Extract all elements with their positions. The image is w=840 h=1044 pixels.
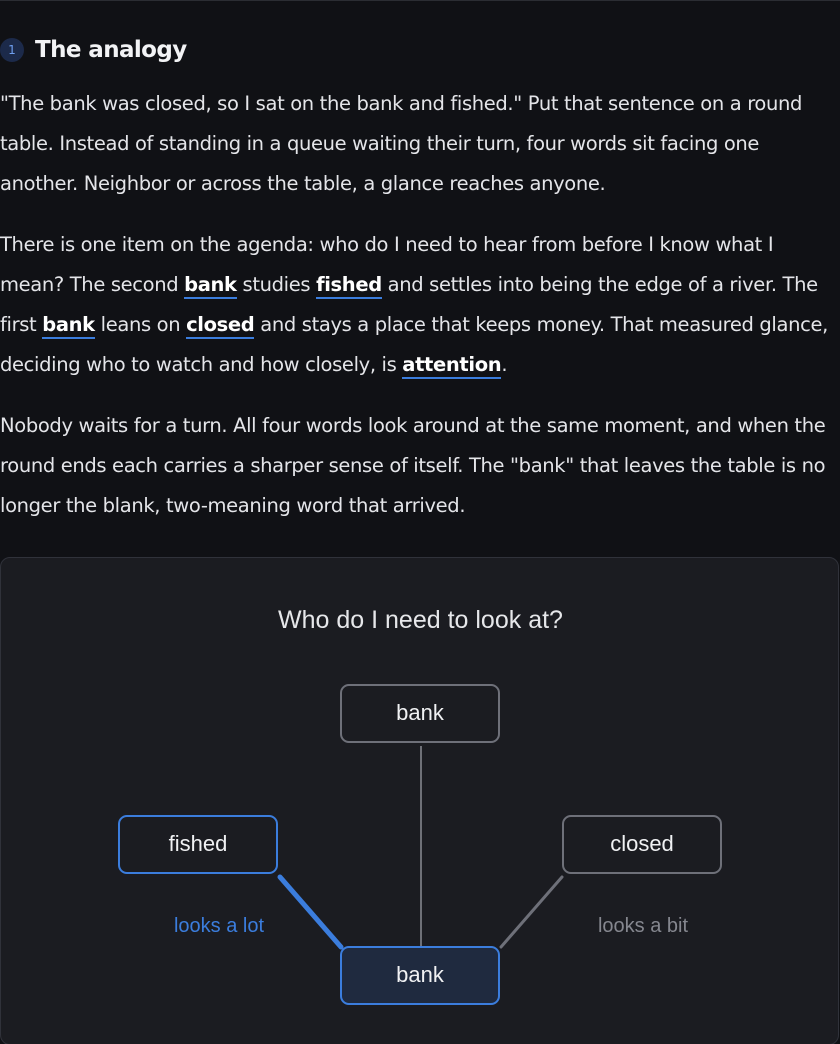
paragraph-line: [0, 305, 840, 345]
keyword-closed: closed: [186, 313, 254, 339]
paragraph-line: [0, 84, 840, 124]
node-fished: fished: [118, 815, 278, 874]
paragraph-agenda: [0, 225, 840, 385]
paragraph-line: [0, 164, 840, 204]
node-closed: closed: [562, 815, 722, 874]
text-run: leans on: [94, 313, 187, 336]
text-run: first: [0, 313, 43, 336]
label-looks-a-lot: looks a lot: [173, 915, 265, 937]
text-run: studies: [236, 273, 317, 296]
keyword-bank: bank: [184, 273, 237, 299]
keyword-fished: fished: [316, 273, 382, 299]
text-run: longer the blank, two-meaning word that arrived.: [0, 494, 466, 517]
text-run: table. Instead of standing in a queue waiting their turn, four words sit facing one: [0, 132, 760, 155]
paragraph-outcome: [0, 406, 840, 526]
paragraph-line: [0, 265, 840, 305]
text-run: There is one item on the agenda: who do I need to hear from before I know what I: [0, 233, 774, 256]
diagram-title: Who do I need to look at?: [278, 606, 563, 634]
paragraph-line: [0, 124, 840, 164]
text-run: .: [501, 353, 508, 376]
text-run: round ends each carries a sharper sense of itself. The "bank" that leaves the table is no: [0, 454, 826, 477]
attention-diagram: [0, 557, 839, 1044]
paragraph-line: [0, 225, 840, 265]
section-header: [0, 37, 187, 63]
text-run: Nobody waits for a turn. All four words look around at the same moment, and when the: [0, 414, 826, 437]
paragraph-line: [0, 486, 840, 526]
text-run: and stays a place that keeps money. That measured glance,: [254, 313, 828, 336]
paragraph-line: [0, 446, 840, 486]
text-run: "The bank was closed, so I sat on the bank and fished." Put that sentence on a round: [0, 92, 803, 115]
paragraph-line: [0, 406, 840, 446]
text-run: and settles into being the edge of a river. The: [381, 273, 818, 296]
keyword-attention: attention: [402, 353, 501, 379]
label-looks-a-bit: looks a bit: [597, 915, 689, 937]
section-title: The analogy: [35, 37, 187, 63]
paragraph-intro: [0, 84, 840, 204]
text-run: another. Neighbor or across the table, a glance reaches anyone.: [0, 172, 606, 195]
step-number-badge: 1: [0, 38, 24, 62]
text-run: mean? The second: [0, 273, 185, 296]
paragraph-line: [0, 345, 840, 385]
node-bank-focus: bank: [340, 946, 500, 1005]
node-bank-top: bank: [340, 684, 500, 743]
text-run: deciding who to watch and how closely, is: [0, 353, 403, 376]
keyword-bank: bank: [42, 313, 95, 339]
